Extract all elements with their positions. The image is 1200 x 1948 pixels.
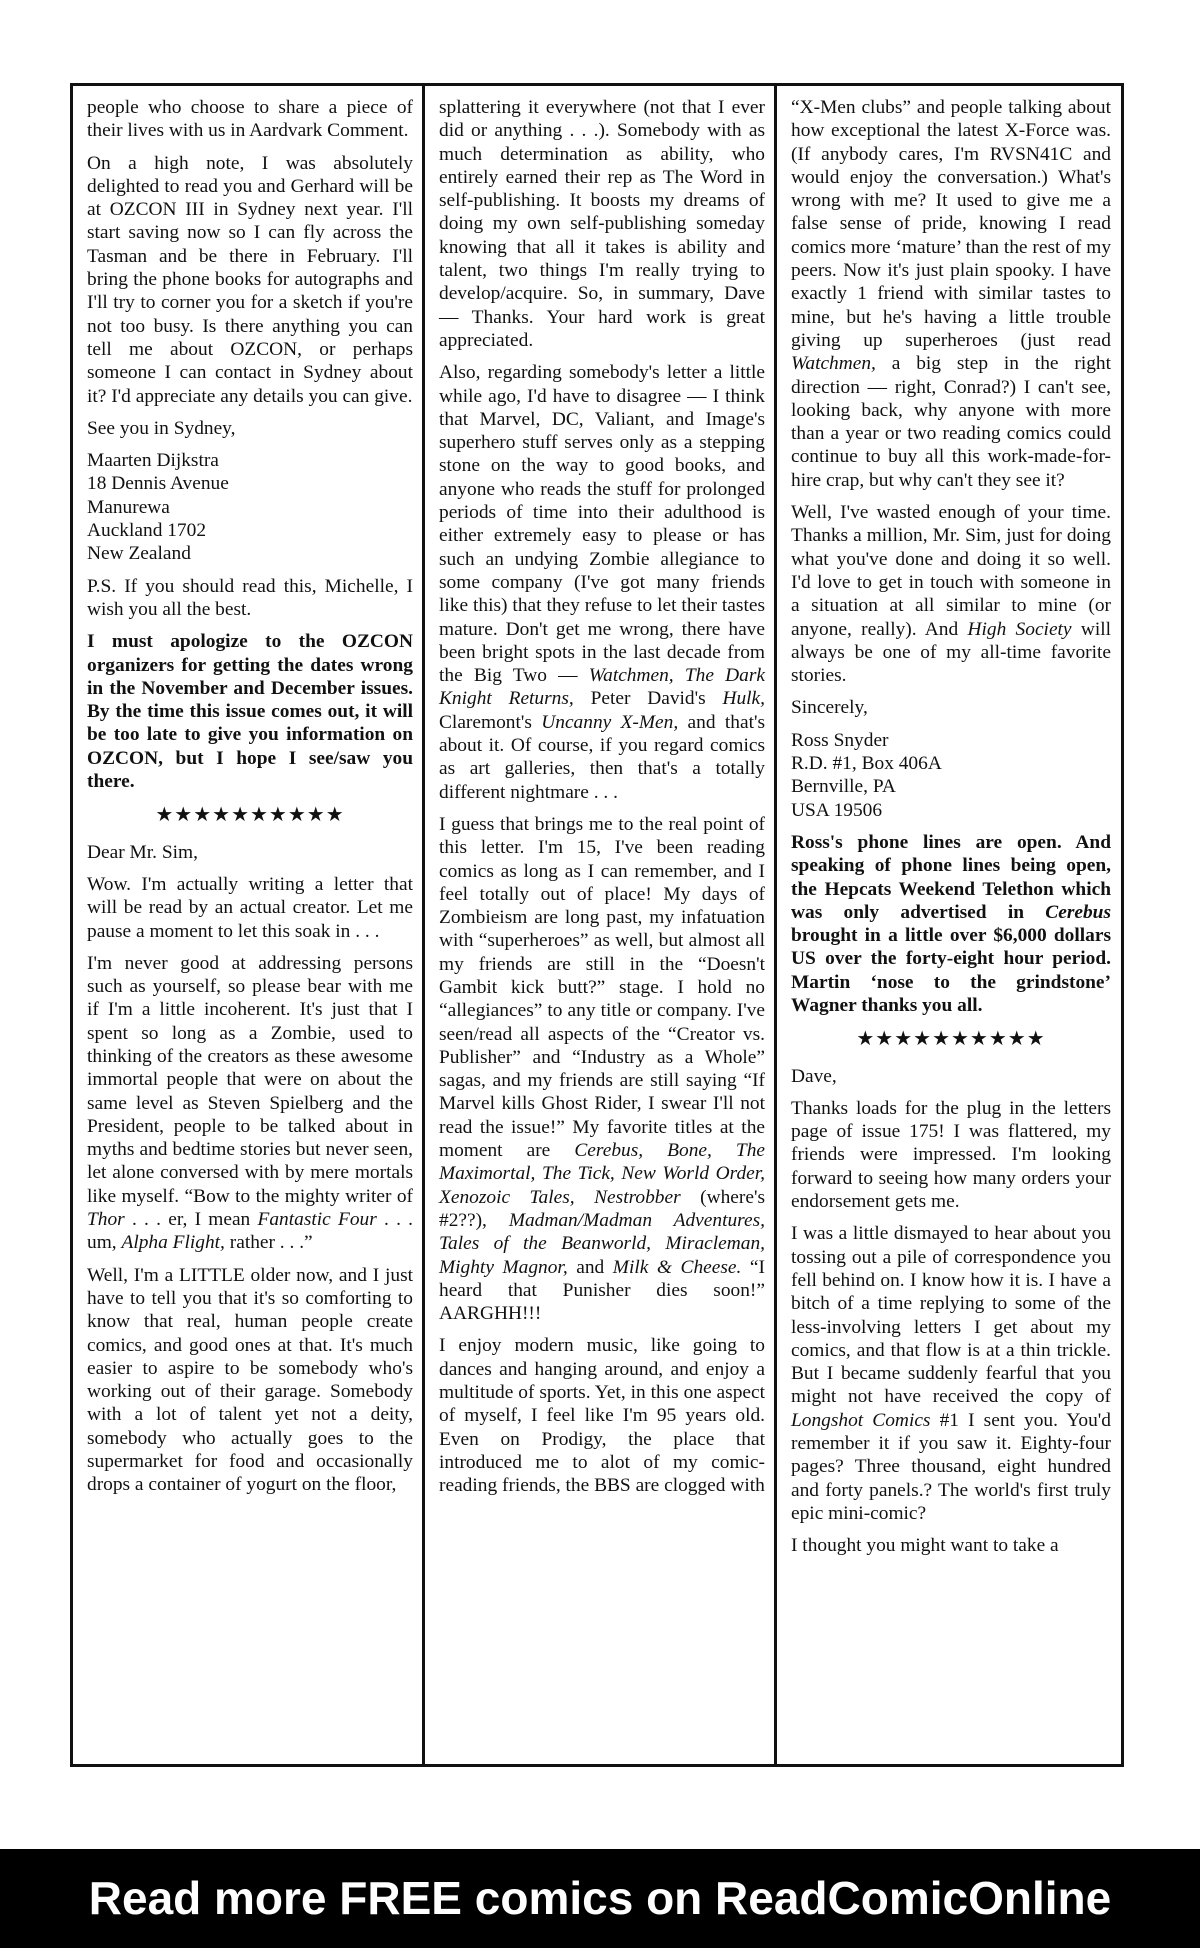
text-run: and bbox=[567, 1256, 613, 1278]
text-run: #1 I sent you. You'd remember it if you saw it. Eighty-four pages? Three thousand, eight hundred and forty panels.? The world's first truly epic mini-comic? bbox=[791, 1409, 1111, 1524]
text-run: and that's about it. Of course, if you regard comics as art galleries, then that's a totally different nightmare . . . bbox=[439, 711, 766, 803]
title-italic: Alpha Flight, bbox=[121, 1232, 225, 1254]
letter-postscript: P.S. If you should read this, Michelle, I wish you all the best. bbox=[87, 575, 413, 620]
text-run: . . . um, bbox=[87, 1209, 414, 1254]
letter-paragraph: I thought you might want to take a bbox=[791, 1535, 1059, 1557]
promo-banner[interactable]: Read more FREE comics on ReadComicOnline bbox=[0, 1849, 1200, 1948]
title-italic: Milk & Cheese. bbox=[612, 1256, 742, 1278]
title-italic: Madman/Madman Adventures, Tales of the Beanworld, Miracleman, Mighty Magnor, bbox=[439, 1209, 765, 1278]
letter-paragraph: Well, I'm a LITTLE older now, and I just have to tell you that it's so comforting to know that real, human people create comics, and good ones at that. It's much easier to aspire to be somebody who's working out of their garage. Somebody with a lot of talent yet not a deity, somebody who actually goes to the supermarket for food and occasionally drops a container of yogurt on the floor, bbox=[87, 1264, 413, 1496]
text-run: “X-Men clubs” and people talking about how exceptional the latest X-Force was. (If anybody cares, I'm RVSN41C and would enjoy the conversation.) What's wrong with me? It used to give me a false sense of pride, knowing I read comics more ‘mature’ than the rest of my peers. Now it's just plain spooky. I have exactly 1 friend with similar tastes to mine, but he's having a little trouble giving up superheroes (just read bbox=[791, 97, 1112, 351]
letter-paragraph: splattering it everywhere (not that I ever did or anything . . .). Somebody with as much determination as ability, who entirely earned their rep as The Word in self-publishing. It boosts my dreams of doing my own self-publishing someday knowing that all it takes is ability and talent, two things I'm really trying to develop/acquire. So, in summary, Dave — Thanks. Your hard work is great appreciated. bbox=[439, 97, 765, 351]
letters-column-1 bbox=[73, 86, 425, 1764]
address-line: USA 19506 bbox=[791, 799, 883, 821]
text-run: I'm never good at addressing persons such as yourself, so please bear with me if I'm a little incoherent. It's just that I spent so long as a Zombie, used to thinking of the creators as these awesome immortal people that were on about the same level as Steven Spielberg and the President, people to be talked about in myths and bedtime stories but never seen, let alone conversed with by mere mortals like myself. “Bow to the mighty writer of bbox=[87, 952, 413, 1207]
title-italic: Longshot Comics bbox=[791, 1409, 931, 1431]
editor-reply bbox=[791, 831, 1111, 1017]
text-run: . . . er, I mean bbox=[124, 1209, 258, 1231]
text-run: I was a little dismayed to hear about you tossing out a pile of correspondence you fell behind on. I know how it is. I have a bitch of a time replying to some of the less-involving letters I get about my comics, and that flow is at a thin trickle. But I became suddenly fearful that you might not have received the copy of bbox=[791, 1223, 1111, 1408]
address-line: Manurewa bbox=[87, 496, 170, 518]
letter-paragraph bbox=[791, 1222, 1111, 1525]
address-line: Ross Snyder bbox=[791, 729, 889, 751]
text-run: Ross's phone lines are open. And speaking of phone lines being open, the Hepcats Weekend Telethon which was only advertised in bbox=[791, 831, 1111, 923]
title-italic: Hulk, bbox=[722, 688, 766, 710]
letter-greeting: Dave, bbox=[791, 1065, 837, 1087]
title-italic: Cerebus, Bone, The Maximortal, The Tick, New World Order, Xenozoic Tales, Nestrobber bbox=[439, 1140, 765, 1208]
text-run: a big step in the right direction — right, Conrad?) I can't see, looking back, why anyone with more than a year or two reading comics could continue to buy all this work-made-for-hire crap, but why can't they see it? bbox=[791, 353, 1111, 491]
title-italic: High Society bbox=[967, 618, 1072, 640]
title-italic: Cerebus bbox=[1045, 901, 1111, 923]
letters-column-frame bbox=[70, 83, 1124, 1767]
letter-signoff: See you in Sydney, bbox=[87, 417, 236, 439]
text-run: brought in a little over $6,000 dollars US over the forty-eight hour period. Martin ‘nose to the grindstone’ Wagner thanks you all. bbox=[791, 925, 1111, 1016]
star-separator: ★★★★★★★★★★ bbox=[155, 802, 345, 827]
letter-paragraph: people who choose to share a piece of their lives with us in Aardvark Comment. bbox=[87, 97, 413, 142]
letter-paragraph: Thanks loads for the plug in the letters page of issue 175! I was flattered, my friends were impressed. I'm looking forward to seeing how many orders your endorsement gets me. bbox=[791, 1097, 1111, 1213]
letter-paragraph bbox=[87, 952, 413, 1255]
text-run: (where's #2??), bbox=[439, 1186, 765, 1231]
letter-paragraph: Wow. I'm actually writing a letter that will be read by an actual creator. Let me pause a moment to let this soak in . . . bbox=[87, 873, 413, 942]
letter-paragraph: I enjoy modern music, like going to dances and hanging around, and enjoy a multitude of sports. Yet, in this one aspect of myself, I feel like I'm 95 years old. Even on Prodigy, the place that introduced me to alot of my comic-reading friends, the BBS are clogged with bbox=[439, 1335, 765, 1497]
editor-reply: I must apologize to the OZCON organizers for getting the dates wrong in the November and December issues. By the time this issue comes out, it will be too late to give you information on OZCON, but I hope I see/saw you there. bbox=[87, 631, 413, 793]
address-line: New Zealand bbox=[87, 543, 191, 565]
address-line: Maarten Dijkstra bbox=[87, 450, 219, 472]
title-italic: Fantastic Four bbox=[257, 1209, 377, 1231]
sender-address bbox=[87, 449, 413, 565]
letters-column-2 bbox=[425, 86, 777, 1764]
address-line: Auckland 1702 bbox=[87, 520, 207, 542]
letter-paragraph bbox=[791, 96, 1111, 492]
text-run: will always be one of my all-time favorite stories. bbox=[791, 618, 1112, 687]
text-run: rather . . .” bbox=[224, 1232, 313, 1254]
title-italic: Thor bbox=[87, 1209, 125, 1231]
text-run: Well, I've wasted enough of your time. Thanks a million, Mr. Sim, just for doing what you've done and doing it so well. I'd love to get in touch with someone in a situation at all similar to mine (or anyone, really). And bbox=[791, 502, 1111, 640]
letter-greeting: Dear Mr. Sim, bbox=[87, 841, 198, 863]
address-line: Bernville, PA bbox=[791, 776, 896, 798]
sender-address bbox=[791, 729, 1111, 822]
text-run: Also, regarding somebody's letter a little while ago, I'd have to disagree — I think that Marvel, DC, Valiant, and Image's superhero stuff serves only as a stepping stone on the way to good books, and anyone who reads the stuff for prolonged periods of time into their adulthood is either extremely easy to please or has such an undying Zombie allegiance to some company (I've got many friends like this) that they refuse to let their tastes mature. Don't get me wrong, there have been bright spots in the last decade from the Big Two — bbox=[439, 362, 765, 687]
address-line: R.D. #1, Box 406A bbox=[791, 753, 942, 775]
letter-signoff: Sincerely, bbox=[791, 697, 868, 719]
star-separator: ★★★★★★★★★★ bbox=[856, 1026, 1046, 1051]
text-run: “I heard that Punisher dies soon!” AARGHH!!! bbox=[439, 1256, 765, 1325]
letters-column-3 bbox=[777, 86, 1123, 1764]
title-italic: Watchmen, The Dark Knight Returns, bbox=[439, 665, 765, 710]
address-line: 18 Dennis Avenue bbox=[87, 473, 229, 495]
title-italic: Uncanny X-Men, bbox=[541, 711, 679, 733]
text-run: I guess that brings me to the real point of this letter. I'm 15, I've been reading comics as long as I can remember, and I feel totally out of place! My days of Zombieism are long past, my infatuation with “superheroes” as well, but almost all my friends are still in the “Doesn't Gambit kick butt?” stage. I hold no “allegiances” to any title or company. I've seen/read all aspects of the “Creator vs. Publisher” and “Industry as a Whole” sagas, and my friends are still saying “If Marvel kills Ghost Rider, I swear I'll not read the issue!” My favorite titles at the moment are bbox=[439, 813, 765, 1162]
letter-paragraph bbox=[439, 361, 765, 804]
letter-paragraph bbox=[791, 501, 1111, 687]
title-italic: Watchmen, bbox=[791, 353, 876, 375]
text-run: Peter David's bbox=[573, 688, 723, 710]
text-run: Claremont's bbox=[439, 711, 542, 733]
letter-paragraph: On a high note, I was absolutely delighted to read you and Gerhard will be at OZCON III in Sydney next year. I'll start saving now so I can fly across the Tasman and be there in February. I'll bring the phone books for autographs and I'll try to corner you for a sketch if you're not too busy. Is there anything you can tell me about OZCON, or perhaps someone I can contact in Sydney about it? I'd appreciate any details you can give. bbox=[87, 152, 413, 407]
letter-paragraph bbox=[439, 813, 765, 1326]
